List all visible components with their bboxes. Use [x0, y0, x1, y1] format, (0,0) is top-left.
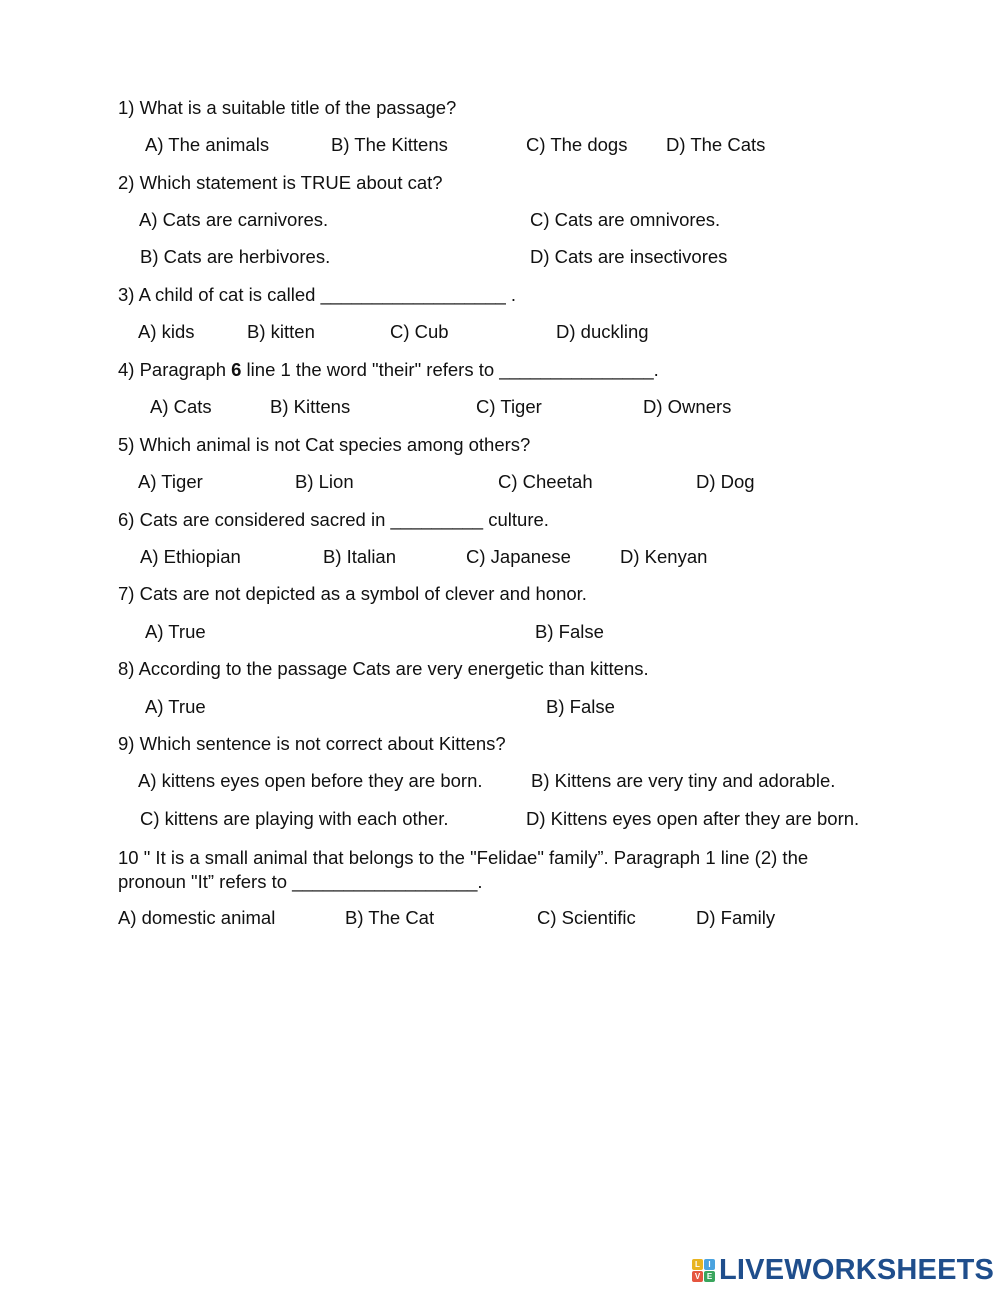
q3-option-b[interactable]: B) kitten [247, 321, 315, 342]
q2-option-a[interactable]: A) Cats are carnivores. [139, 209, 329, 230]
question-3: 3) A child of cat is called __________________ . [118, 284, 517, 305]
q2-option-b[interactable]: B) Cats are herbivores. [140, 246, 331, 267]
question-8: 8) According to the passage Cats are very energetic than kittens. [118, 658, 649, 679]
q10-option-d[interactable]: D) Family [696, 907, 776, 928]
q1-option-a[interactable]: A) The animals [145, 134, 270, 155]
logo-text: LIVEWORKSHEETS [719, 1253, 995, 1286]
q1-option-d[interactable]: D) The Cats [666, 134, 766, 155]
q8-option-b[interactable]: B) False [546, 696, 615, 717]
q3-option-d[interactable]: D) duckling [556, 321, 649, 342]
logo-mark-icon [692, 1259, 715, 1282]
q5-option-b[interactable]: B) Lion [295, 471, 354, 492]
logo-mark-i: I [704, 1259, 715, 1270]
q4-option-a[interactable]: A) Cats [150, 396, 212, 417]
q9-option-a[interactable]: A) kittens eyes open before they are born. [138, 770, 483, 791]
question-5: 5) Which animal is not Cat species among others? [118, 434, 531, 455]
question-10: 10 " It is a small animal that belongs to the "Felidae" family”. Paragraph 1 line (2) the pronoun "It” refers to __________________. [118, 847, 809, 892]
q7-option-a[interactable]: A) True [145, 621, 206, 642]
q3-option-c[interactable]: C) Cub [390, 321, 449, 342]
q4-option-b[interactable]: B) Kittens [270, 396, 351, 417]
q4-option-c[interactable]: C) Tiger [476, 396, 542, 417]
q10-option-c[interactable]: C) Scientific [537, 907, 636, 928]
q6-option-c[interactable]: C) Japanese [466, 546, 571, 567]
q5-option-d[interactable]: D) Dog [696, 471, 755, 492]
q2-option-d[interactable]: D) Cats are insectivores [530, 246, 728, 267]
q4-paragraph-number: 6 [231, 359, 242, 380]
q9-option-d[interactable]: D) Kittens eyes open after they are born. [526, 808, 860, 829]
q7-option-b[interactable]: B) False [535, 621, 604, 642]
question-6: 6) Cats are considered sacred in _________ culture. [118, 509, 549, 530]
q10-option-b[interactable]: B) The Cat [345, 907, 435, 928]
q3-option-a[interactable]: A) kids [138, 321, 195, 342]
q6-option-b[interactable]: B) Italian [323, 546, 397, 567]
q6-option-d[interactable]: D) Kenyan [620, 546, 708, 567]
question-9: 9) Which sentence is not correct about Kittens? [118, 733, 506, 754]
q5-option-a[interactable]: A) Tiger [138, 471, 203, 492]
q4-text-start: 4) Paragraph [118, 359, 232, 380]
q6-option-a[interactable]: A) Ethiopian [140, 546, 241, 567]
logo-mark-l: L [692, 1259, 703, 1270]
q9-option-b[interactable]: B) Kittens are very tiny and adorable. [531, 770, 836, 791]
q8-option-a[interactable]: A) True [145, 696, 206, 717]
q1-option-c[interactable]: C) The dogs [526, 134, 628, 155]
liveworksheets-logo[interactable] [692, 1254, 994, 1286]
question-4 [118, 358, 659, 382]
logo-mark-v: V [692, 1271, 703, 1282]
question-2: 2) Which statement is TRUE about cat? [118, 172, 443, 193]
q5-option-c[interactable]: C) Cheetah [498, 471, 593, 492]
q2-option-c[interactable]: C) Cats are omnivores. [530, 209, 721, 230]
q1-option-b[interactable]: B) The Kittens [331, 134, 448, 155]
q9-option-c[interactable]: C) kittens are playing with each other. [140, 808, 449, 829]
question-7: 7) Cats are not depicted as a symbol of clever and honor. [118, 583, 587, 604]
q10-option-a[interactable]: A) domestic animal [118, 907, 276, 928]
question-1: 1) What is a suitable title of the passage? [118, 97, 457, 118]
logo-mark-e: E [704, 1271, 715, 1282]
q4-option-d[interactable]: D) Owners [643, 396, 732, 417]
q4-text-end: line 1 the word "their" refers to _______________. [241, 359, 659, 380]
